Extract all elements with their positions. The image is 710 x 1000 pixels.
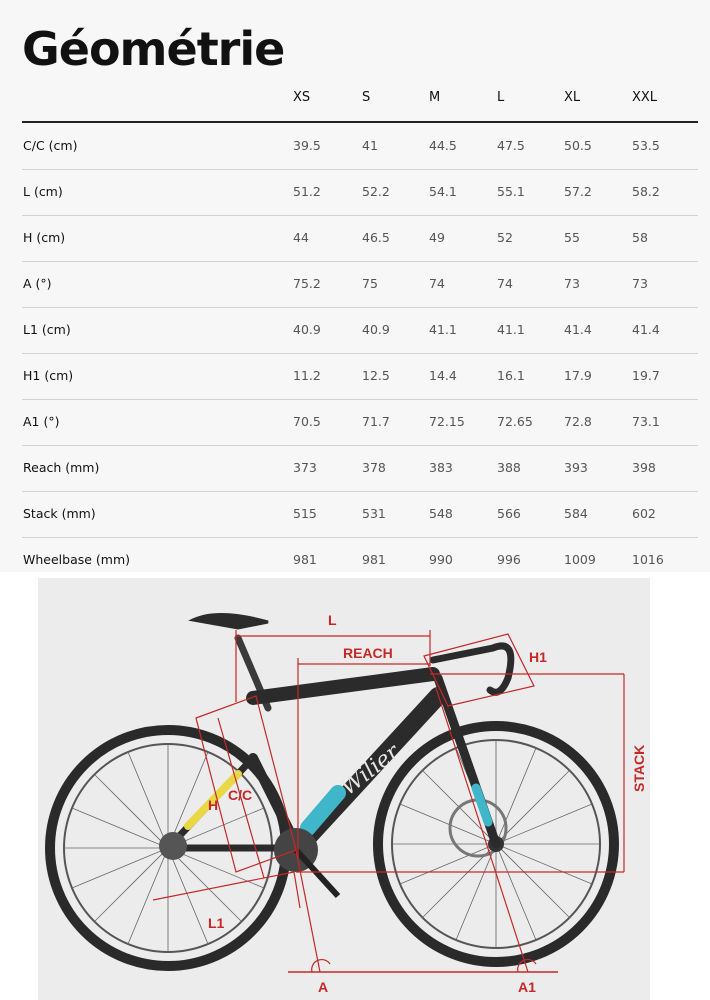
table-cell: 39.5	[293, 138, 321, 153]
column-header-m: M	[429, 90, 441, 105]
table-row	[22, 537, 698, 583]
bike-illustration	[38, 578, 650, 1000]
table-row	[22, 261, 698, 308]
table-row	[22, 491, 698, 538]
table-cell: 58.2	[632, 184, 660, 199]
table-cell: 16.1	[497, 368, 525, 383]
bike-frame	[168, 614, 511, 848]
table-cell: 57.2	[564, 184, 592, 199]
table-cell: 73	[632, 276, 648, 291]
table-cell: 1009	[564, 552, 596, 567]
table-row	[22, 353, 698, 400]
column-header-xxl: XXL	[632, 90, 658, 105]
column-header-s: S	[362, 90, 371, 105]
table-cell: 47.5	[497, 138, 525, 153]
table-cell: 70.5	[293, 414, 321, 429]
table-cell: 72.15	[429, 414, 465, 429]
table-cell: 74	[497, 276, 513, 291]
label-reach: REACH	[343, 645, 393, 661]
table-cell: 584	[564, 506, 588, 521]
table-cell: 515	[293, 506, 317, 521]
table-cell: 41.4	[632, 322, 660, 337]
table-row	[22, 307, 698, 354]
table-cell: 55.1	[497, 184, 525, 199]
table-cell: 71.7	[362, 414, 390, 429]
table-cell: 72.65	[497, 414, 533, 429]
table-cell: 73	[564, 276, 580, 291]
table-cell: 383	[429, 460, 453, 475]
table-cell: 19.7	[632, 368, 660, 383]
table-cell: 41	[362, 138, 378, 153]
table-cell: 58	[632, 230, 648, 245]
row-label: Wheelbase (mm)	[23, 552, 131, 567]
page-title: Géométrie	[22, 22, 285, 76]
table-cell: 51.2	[293, 184, 321, 199]
row-label: H1 (cm)	[23, 368, 74, 383]
table-cell: 44.5	[429, 138, 457, 153]
label-stack: STACK	[631, 744, 647, 792]
table-cell: 981	[293, 552, 317, 567]
table-cell: 74	[429, 276, 445, 291]
column-header-xs: XS	[293, 90, 311, 105]
table-cell: 75	[362, 276, 378, 291]
table-cell: 990	[429, 552, 453, 567]
cassette	[159, 832, 187, 860]
table-cell: 50.5	[564, 138, 592, 153]
table-cell: 46.5	[362, 230, 390, 245]
table-cell: 373	[293, 460, 317, 475]
table-cell: 52.2	[362, 184, 390, 199]
column-header-xl: XL	[564, 90, 581, 105]
table-cell: 54.1	[429, 184, 457, 199]
table-row	[22, 399, 698, 446]
table-cell: 40.9	[362, 322, 390, 337]
table-cell: 40.9	[293, 322, 321, 337]
table-cell: 52	[497, 230, 513, 245]
table-cell: 12.5	[362, 368, 390, 383]
table-cell: 41.1	[497, 322, 525, 337]
table-cell: 73.1	[632, 414, 660, 429]
label-h: H	[208, 797, 219, 813]
column-header-l: L	[497, 90, 505, 105]
table-cell: 14.4	[429, 368, 457, 383]
table-cell: 41.4	[564, 322, 592, 337]
table-cell: 44	[293, 230, 309, 245]
label-cc: C/C	[228, 787, 253, 803]
table-cell: 566	[497, 506, 521, 521]
label-h1: H1	[529, 649, 547, 665]
table-cell: 548	[429, 506, 453, 521]
table-cell: 996	[497, 552, 521, 567]
table-cell: 11.2	[293, 368, 321, 383]
table-cell: 55	[564, 230, 580, 245]
row-label: Reach (mm)	[23, 460, 100, 475]
table-row	[22, 169, 698, 216]
label-a: A	[318, 979, 329, 995]
crank-arm	[296, 850, 338, 896]
table-cell: 49	[429, 230, 445, 245]
table-cell: 388	[497, 460, 521, 475]
table-cell: 41.1	[429, 322, 457, 337]
table-cell: 72.8	[564, 414, 592, 429]
row-label: A1 (°)	[23, 414, 60, 429]
row-label: H (cm)	[23, 230, 66, 245]
row-label: L (cm)	[23, 184, 63, 199]
label-a1: A1	[518, 979, 536, 995]
row-label: A (°)	[23, 276, 52, 291]
table-cell: 531	[362, 506, 386, 521]
geometry-diagram	[38, 578, 650, 1000]
table-cell: 1016	[632, 552, 664, 567]
table-cell: 393	[564, 460, 588, 475]
table-row	[22, 215, 698, 262]
table-cell: 398	[632, 460, 656, 475]
table-cell: 981	[362, 552, 386, 567]
row-label: L1 (cm)	[23, 322, 71, 337]
table-cell: 378	[362, 460, 386, 475]
table-row	[22, 123, 698, 170]
label-l1: L1	[208, 915, 225, 931]
table-cell: 602	[632, 506, 656, 521]
table-cell: 53.5	[632, 138, 660, 153]
row-label: Stack (mm)	[23, 506, 96, 521]
label-l: L	[328, 612, 337, 628]
row-label: C/C (cm)	[23, 138, 78, 153]
table-cell: 75.2	[293, 276, 321, 291]
table-cell: 17.9	[564, 368, 592, 383]
brand-logo: Wilier	[336, 739, 405, 801]
table-row	[22, 445, 698, 492]
